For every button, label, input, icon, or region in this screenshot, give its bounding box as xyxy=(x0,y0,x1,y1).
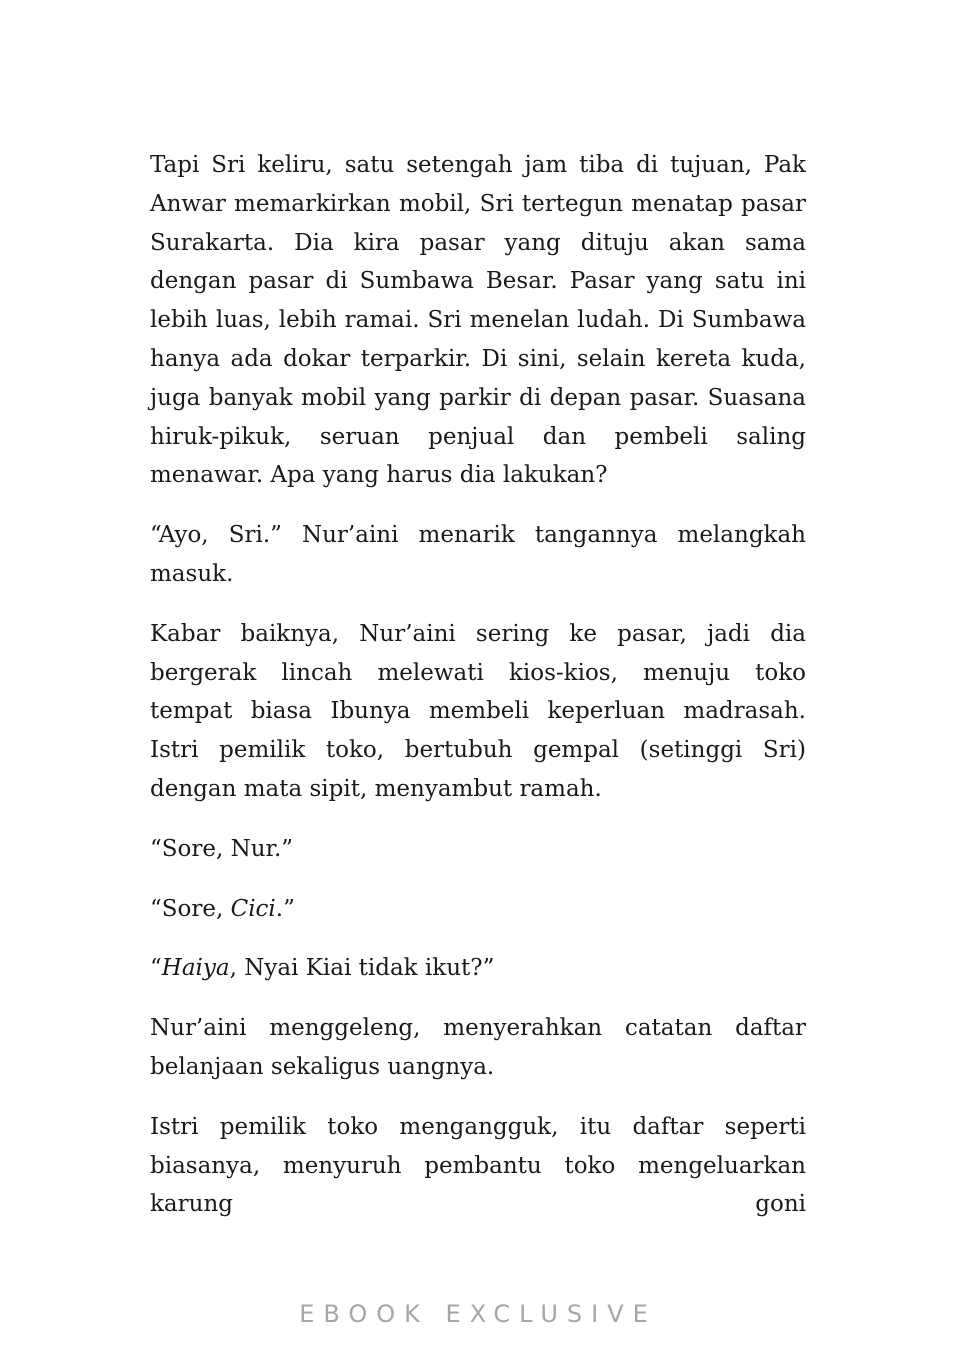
footer-ebook-exclusive: EBOOK EXCLUSIVE xyxy=(299,1300,657,1328)
dialog-haiya-before: “ xyxy=(150,955,162,982)
dialog-cici-italic: Cici xyxy=(230,895,276,922)
dialog-haiya-italic: Haiya xyxy=(161,955,230,982)
paragraph-haiya xyxy=(150,949,806,988)
paragraph-ayo-sri: “Ayo, Sri.” Nur’aini menarik tangannya melangkah masuk. xyxy=(150,522,806,587)
paragraph-nuraini-menggeleng: Nur’aini menggeleng, menyerahkan catatan daftar belanjaan sekaligus uangnya. xyxy=(150,1015,806,1080)
paragraph-kabar-baiknya: Kabar baiknya, Nur’aini sering ke pasar, jadi dia bergerak lincah melewati kios-kios, menuju toko tempat biasa Ibunya membeli keperluan madrasah. Istri pemilik toko, bertubuh gempal (setinggi Sri) dengan mata sipit, menyambut ramah. xyxy=(150,620,806,802)
paragraph-arrival: Tapi Sri keliru, satu setengah jam tiba di tujuan, Pak Anwar memarkirkan mobil, Sri tertegun menatap pasar Surakarta. Dia kira pasar yang dituju akan sama dengan pasar di Sumbawa Besar. Pasar yang satu ini lebih luas, lebih ramai. Sri menelan ludah. Di Sumbawa hanya ada dokar terparkir. Di sini, selain kereta kuda, juga banyak mobil yang parkir di depan pasar. Suasana hiruk-pikuk, seruan penjual dan pembeli saling menawar. Apa yang harus dia lakukan? xyxy=(150,152,806,489)
paragraph-sore-cici xyxy=(150,890,806,929)
dialog-cici-before: “Sore, xyxy=(150,895,231,922)
page-body xyxy=(150,146,806,1245)
paragraph-istri-pemilik-toko: Istri pemilik toko mengangguk, itu daftar seperti biasanya, menyuruh pembantu toko mengeluarkan karung goni xyxy=(150,1113,806,1218)
dialog-haiya-after: , Nyai Kiai tidak ikut?” xyxy=(229,955,495,982)
dialog-cici-after: .” xyxy=(275,895,295,922)
paragraph-sore-nur: “Sore, Nur.” xyxy=(150,835,294,862)
